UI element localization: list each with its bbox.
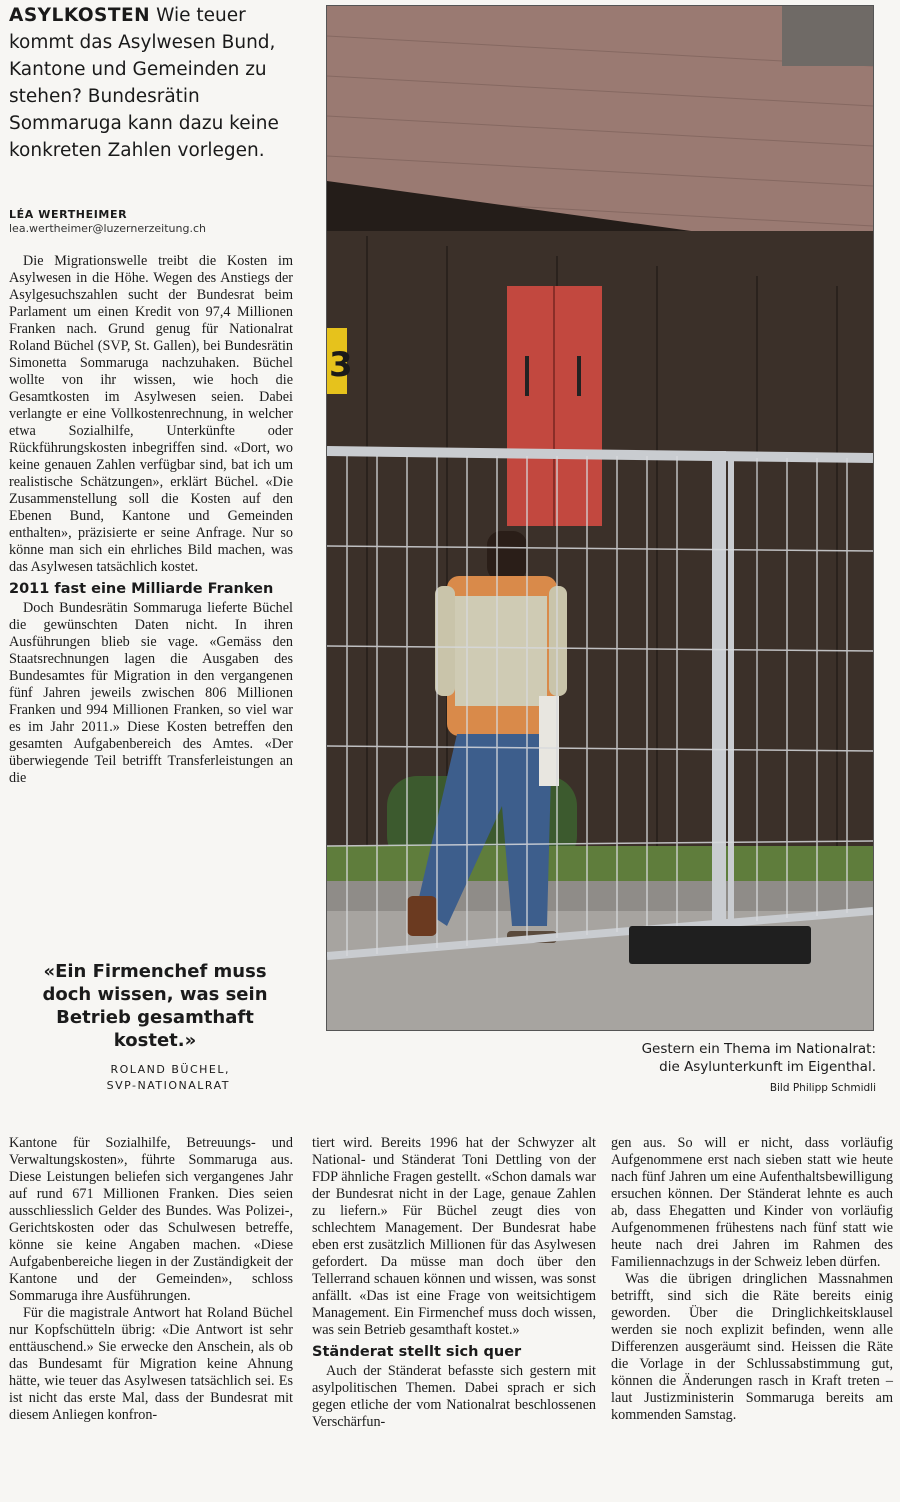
sign-number: 3 [329, 345, 353, 385]
paragraph: Doch Bundesrätin Sommaruga lieferte Büchel die gewünschten Daten nicht. In ihren Ausführungen blieb sie vage. «Gemäss den Staatsrechnungen lagen die Ausgaben des Bundesamtes für Migration in den vergangenen fünf Jahren jeweils zwischen 806 Millionen Franken und 994 Millionen Franken, so viel war es im Jahr 2011.» Diese Kosten betreffen den gesamten Aufgabenbereich des Amtes. «Der überwiegende Teil betrifft Transferleistungen an die [9, 600, 293, 786]
paragraph: Kantone für Sozialhilfe, Betreuungs- und Verwaltungskosten», führte Sommaruga aus. Diese Leistungen beliefen sich vergangenes Jahr auf rund 671 Millionen Franken. Dies seien ausschliesslich Gelder des Bundes. Was Polizei-, Gerichtskosten oder das Schulwesen betreffe, könne sie keine Angaben machen. «Diese Aufgabenbereiche liegen in der Zuständigkeit der Kantone und der Gemeinden», schloss Sommaruga ihre Ausführungen. [9, 1135, 293, 1304]
quote-role: SVP-NATIONALRAT [106, 1079, 230, 1092]
kicker: ASYLKOSTEN [9, 5, 151, 26]
author-name: LÉA WERTHEIMER [9, 208, 128, 221]
article-lead [9, 2, 309, 164]
paragraph: Die Migrationswelle treibt die Kosten im Asylwesen in die Höhe. Wegen des Anstiegs der Asylgesuchszahlen sucht der Bundesrat beim Parlament um einen Kredit von 97,4 Millionen Franken nach. Grund genug für Nationalrat Roland Büchel (SVP, St. Gallen), bei Bundesrätin Simonetta Sommaruga nachzuhaken. Büchel wollte von ihr wissen, wie hoch die Gesamtkosten im Asylwesen seien. Dabei verlangte er eine Vollkostenrechnung, in welcher etwa Sozialhilfe, Unterkünfte oder Rückführungskosten inbegriffen sind. «Dort, wo keine genauen Zahlen verfügbar sind, bat ich um realistische Schätzungen», erklärt Büchel. «Die Zusammenstellung soll die Kosten auf den Ebenen Bund, Kantone und Gemeinden enthalten», präzisierte er seine Anfrage. Nur so könne man sich ein ehrliches Bild machen, was das Asylwesen tatsächlich kostet. [9, 253, 293, 575]
caption-line-1: Gestern ein Thema im Nationalrat: [641, 1041, 876, 1057]
text-column-2 [9, 1135, 293, 1424]
photo-fence-man-icon [327, 6, 873, 1030]
paragraph: Auch der Ständerat befasste sich gestern mit asylpolitischen Themen. Dabei sprach er sich gegen etliche der vom Nationalrat beschlossenen Verschärfun- [312, 1363, 596, 1430]
article-photo [326, 5, 874, 1031]
lead-text: Wie teuer kommt das Asylwesen Bund, Kantone und Gemeinden zu stehen? Bundesrätin Sommaruga kann dazu keine konkreten Zahlen vorlegen. [9, 5, 279, 161]
quote-name: ROLAND BÜCHEL, [110, 1063, 230, 1076]
paragraph: Für die magistrale Antwort hat Roland Büchel nur Kopfschütteln übrig: «Die Antwort ist sehr enttäuschend.» Sie erwecke den Anschein, als ob das Bundesamt für Migration keine Ahnung hätte, wie teuer das Asylwesen tatsächlich sei. Es ist nicht das erste Mal, dass der Bundesrat mit diesem Anliegen konfron- [9, 1305, 293, 1423]
paragraph: Was die übrigen dringlichen Massnahmen betrifft, sind sich die Räte bereits einig geworden. Über die Dringlichkeitsklausel werden sie noch explizit befinden, wenn alle Differenzen ausgeräumt sind. Heissen die Räte die Vorlage in der Schlussabstimmung gut, können die Änderungen rasch in Kraft treten – laut Justizministerin Sommaruga bereits am kommenden Samstag. [611, 1271, 893, 1423]
paragraph: tiert wird. Bereits 1996 hat der Schwyzer alt National- und Ständerat Toni Dettling von der FDP ähnliche Fragen gestellt. «Schon damals war der Bundesrat nicht in der Lage, genaue Zahlen zu liefern.» Für Büchel zeugt dies von schlechtem Management. Der Bundesrat habe eben erst zusätzlich Millionen für das Asylwesen gefordert. Da müsse man doch über den Tellerrand schauen können und wissen, was sonst anfällt. «Das ist eine Frage von weitsichtigem Management. Ein Firmenchef muss doch wissen, was sein Betrieb gesamthaft kostet.» [312, 1135, 596, 1338]
author-email[interactable]: lea.wertheimer@luzernerzeitung.ch [9, 222, 206, 235]
paragraph: gen aus. So will er nicht, dass vorläufig Aufgenommene erst nach sieben statt wie heute nach fünf Jahren um eine Aufenthaltsbewilligung ersuchen können. Der Ständerat lehnte es auch ab, dass Ehegatten und Kinder von vorläufig Aufgenommenen frühestens nach fünf statt wie heute nach drei Jahren im Rahmen des Familiennachzugs in der Schweiz leben dürfen. [611, 1135, 893, 1270]
quote-text: «Ein Firmenchef muss doch wissen, was sein Betrieb gesamthaft kostet.» [42, 961, 268, 1051]
author-byline [9, 208, 309, 236]
pull-quote [20, 960, 290, 1094]
text-column-1 [9, 253, 293, 787]
photo-credit: Bild Philipp Schmidli [769, 1082, 876, 1094]
subheading: 2011 fast eine Milliarde Franken [9, 581, 274, 597]
subheading: Ständerat stellt sich quer [312, 1344, 522, 1360]
text-column-4 [611, 1135, 893, 1424]
photo-caption [560, 1040, 876, 1097]
caption-line-2: die Asylunterkunft im Eigenthal. [659, 1059, 876, 1075]
text-column-3 [312, 1135, 596, 1431]
